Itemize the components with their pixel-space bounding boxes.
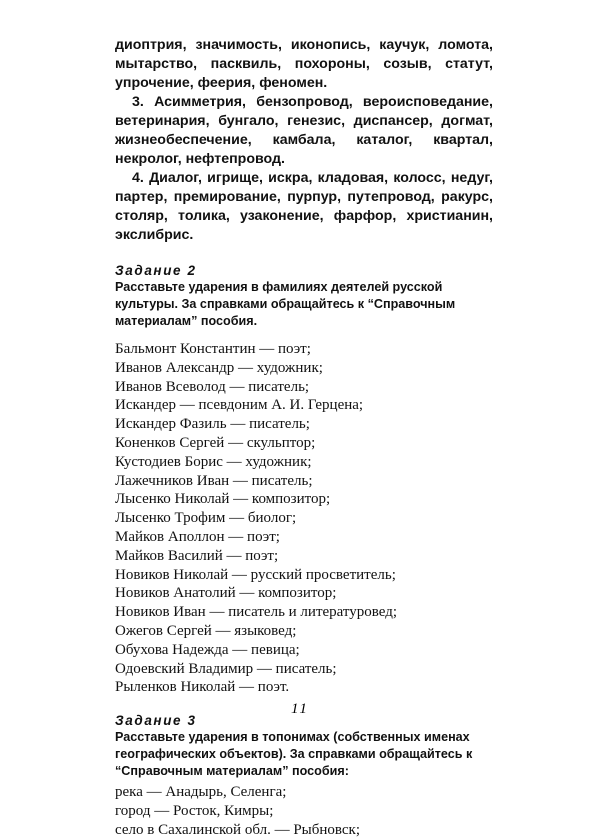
- list-item: Кустодиев Борис — художник;: [115, 453, 312, 470]
- intro-paragraph-1: диоптрия, значимость, иконопись, каучук, ломота, мытарство, пасквиль, похороны, созыв, статут, упрочение, феерия, феномен.: [115, 37, 493, 91]
- task-3-section: [115, 712, 600, 839]
- list-item: Иванов Всеволод — писатель;: [115, 378, 310, 395]
- page-number: 11: [291, 701, 309, 717]
- task-3-title: Задание 3: [115, 713, 197, 729]
- list-item: Майков Аполлон — поэт;: [115, 528, 280, 545]
- list-item: Бальмонт Константин — поэт;: [115, 341, 311, 357]
- list-item: Искандер Фазиль — писатель;: [115, 416, 310, 433]
- list-item: Лысенко Николай — композитор;: [115, 491, 331, 508]
- list-item: Коненков Сергей — скульптор;: [115, 434, 316, 451]
- list-item: Иванов Александр — художник;: [115, 359, 323, 376]
- task-2-list: [115, 340, 600, 697]
- list-item: Лажечников Иван — писатель;: [115, 472, 313, 489]
- list-item: Новиков Николай — русский просветитель;: [115, 566, 396, 583]
- list-item: Лысенко Трофим — биолог;: [115, 510, 297, 527]
- list-item: Обухова Надежда — певица;: [115, 641, 300, 658]
- list-item: Искандер — псевдоним А. И. Герцена;: [115, 397, 364, 414]
- list-item: Рыленков Николай — поэт.: [115, 679, 290, 696]
- list-item: Одоевский Владимир — писатель;: [115, 660, 337, 677]
- list-item: река — Анадырь, Селенга;: [115, 784, 287, 801]
- list-item: город — Росток, Кимры;: [115, 802, 274, 819]
- list-item: Ожегов Сергей — языковед;: [115, 622, 297, 639]
- task-3-list: [115, 783, 600, 839]
- list-item: Майков Василий — поэт;: [115, 547, 279, 564]
- intro-paragraph-3: 4. Диалог, игрище, искра, кладовая, колосс, недуг, партер, премирование, пурпур, путепровод, ракурс, столяр, толика, узаконение, фарфор, христианин, экслибрис.: [115, 170, 493, 243]
- task-3-description: Расставьте ударения в топонимах (собственных именах географических объектов). За справками обращайтесь к “Справочным материалам” пособия:: [115, 730, 473, 779]
- list-item: село в Сахалинской обл. — Рыбновск;: [115, 821, 361, 838]
- list-item: Новиков Анатолий — композитор;: [115, 585, 337, 602]
- task-2-description: Расставьте ударения в фамилиях деятелей русской культуры. За справками обращайтесь к “Справочным материалам” пособия.: [115, 280, 456, 328]
- intro-paragraph-2: 3. Асимметрия, бензопровод, вероисповедание, ветеринария, бунгало, генезис, диспансер, догмат, жизнеобеспечение, камбала, каталог, квартал, некролог, нефтепровод.: [115, 94, 493, 167]
- list-item: Новиков Иван — писатель и литературовед;: [115, 604, 398, 621]
- task-2-section: [115, 262, 600, 697]
- task-2-title: Задание 2: [115, 263, 197, 278]
